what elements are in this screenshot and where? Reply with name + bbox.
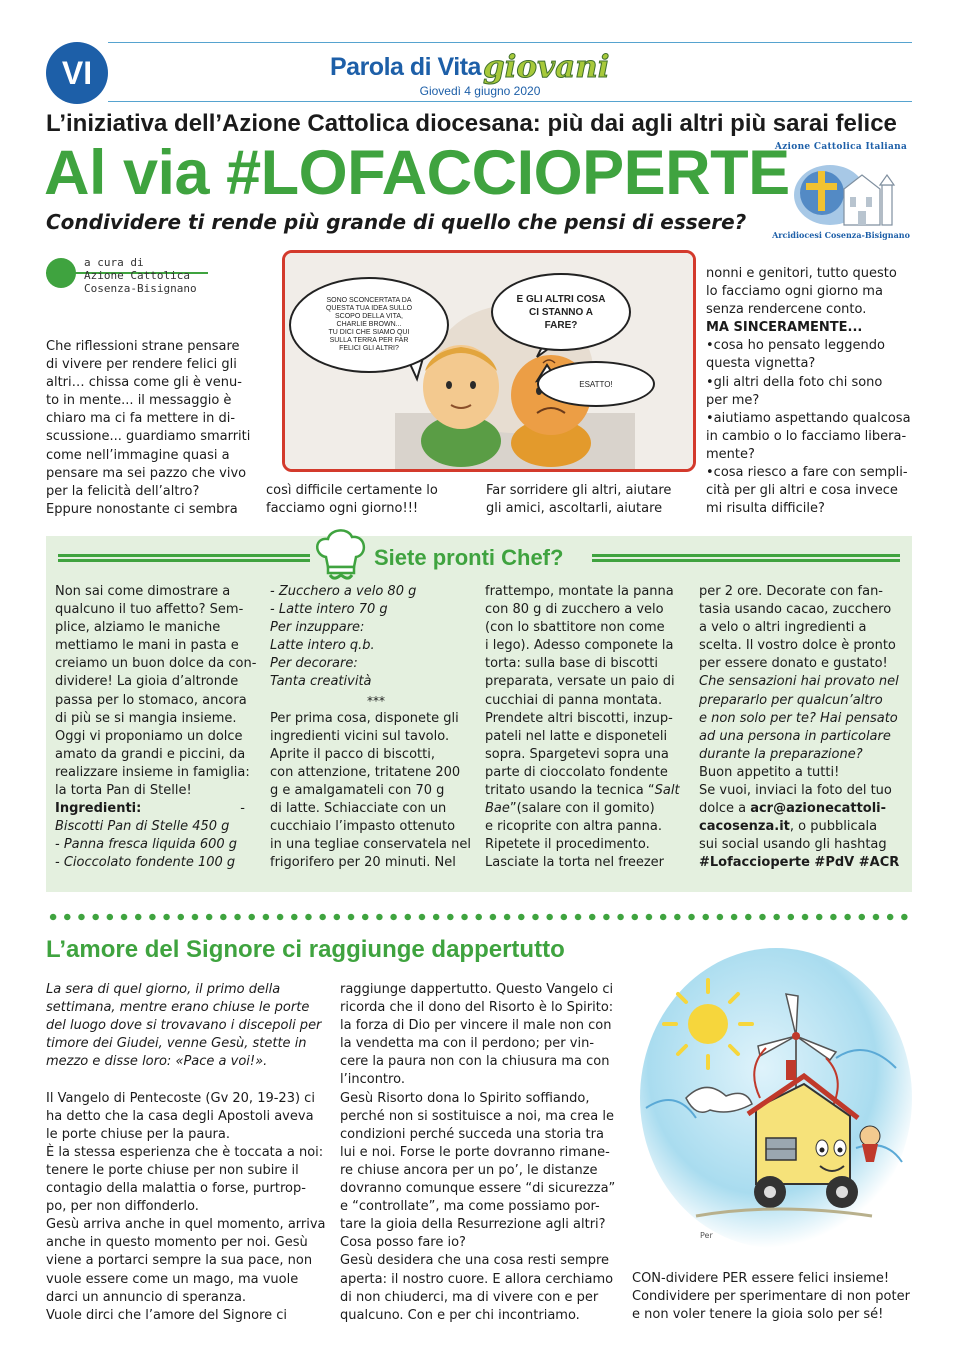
text-line: di latte. Schiacciate con un — [270, 801, 447, 817]
text-line: parte di cioccolato fondente — [485, 764, 668, 780]
text-fragment: , o pubblicala — [789, 819, 878, 835]
article-headline: Al via #LOFACCIOPERTE — [44, 138, 790, 208]
ingredients-dash: - — [240, 801, 245, 817]
quote-line: mezzo e disse loro: «Pace a voi!». — [46, 1054, 268, 1070]
text-line: passa per lo stomaco, ancora — [55, 692, 247, 708]
masthead — [330, 46, 660, 85]
text-line: per la felicità dell’altro? — [46, 483, 200, 499]
chef-column-3 — [485, 583, 697, 873]
text-line: la forza di Dio per vincere il male non con — [340, 1018, 612, 1034]
text-line: realizzare insieme in famiglia: — [55, 764, 250, 780]
azione-cattolica-logo — [772, 142, 910, 242]
logo-bottom-text: Arcidiocesi Cosenza-Bisignano — [772, 230, 910, 240]
text-line: come nell’immagine quasi a — [46, 447, 230, 463]
article-subhead: Condividere ti rende più grande di quello che pensi di essere? — [46, 210, 747, 234]
text-line: Non sai come dimostrare a — [55, 584, 231, 599]
text-line-italic: ad una persona in particolare — [699, 728, 891, 744]
list-item: •cosa riesco a fare con sempli- — [706, 465, 908, 481]
text-line: sui social usando gli hashtag — [699, 837, 887, 853]
text-line: lo facciamo ogni giorno ma — [706, 284, 883, 300]
chef-hat-icon — [312, 527, 370, 581]
byline — [84, 256, 197, 295]
bubble-line: CHARLIE BROWN... — [336, 321, 402, 328]
quote-line: del luogo dove si trovavano i discepoli per — [46, 1018, 322, 1034]
comic-strip — [282, 250, 696, 472]
chef-title: Siete pronti Chef? — [374, 545, 564, 570]
text-line: amato da grandi e piccini, da — [55, 746, 246, 762]
text-line: g e amalgamateli con 70 g — [270, 783, 445, 799]
text-line: re chiuse ancora per un po’, le distanze — [340, 1162, 598, 1178]
chef-title-rule-right — [592, 554, 900, 562]
text-line: Oggi vi proponiamo un dolce — [55, 728, 243, 744]
list-item: questa vignetta? — [706, 356, 816, 372]
list-item: •gli altri della foto chi sono — [706, 374, 883, 390]
text-line: in una tegliae conservatela nel — [270, 837, 471, 853]
article2-title: L’amore del Signore ci raggiunge dappertutto — [46, 936, 565, 963]
text-line — [699, 800, 911, 818]
list-item: cità per gli altri e cosa invece — [706, 483, 898, 499]
text-line: po, per non diffonderlo. — [46, 1199, 199, 1215]
illustration-caption — [632, 1270, 922, 1324]
text-line: contagio della malattia o forse, purtrop- — [46, 1181, 306, 1197]
bubble-line: SULLA TERRA PER FAR — [329, 337, 409, 344]
ingredients-label: Ingredienti: — [55, 801, 142, 817]
text-line: È la stessa esperienza che è toccata a noi: — [46, 1144, 324, 1160]
logo-emblem-icon — [782, 155, 902, 229]
text-line: con attenzione, tritatene 200 — [270, 764, 461, 780]
text-line: la torta Pan di Stelle! — [55, 783, 192, 799]
paragraph-gap — [46, 1071, 336, 1089]
bubble-line: ESATTO! — [579, 379, 613, 389]
email-link[interactable]: acr@azionecattoli- — [750, 801, 887, 817]
article1-column-4 — [706, 265, 916, 518]
bubble-line: SCOPO DELLA VITA, — [335, 313, 403, 320]
ingredient-item: - Latte intero 70 g — [270, 602, 388, 618]
caption-line: CON-dividere PER essere felici insieme! — [632, 1271, 890, 1286]
chef-title-rule-left — [58, 554, 310, 562]
comic-bubble-question — [289, 277, 449, 373]
illustration-signature: Per — [700, 1231, 713, 1240]
list-item: per me? — [706, 392, 760, 408]
text-line — [485, 800, 697, 818]
text-line-italic: e non solo per te? Hai pensato — [699, 710, 898, 726]
text-fragment: ”(salare con il gomito) — [509, 801, 655, 817]
hashtags: #Lofaccioperte #PdV #ACR — [699, 855, 900, 871]
text-line: tenere le porte chiuse per non subire il — [46, 1162, 299, 1178]
ingredient-item: Per decorare: — [270, 656, 358, 672]
text-line: chiaro ma ci fa mettere in di- — [46, 411, 236, 427]
text-line: Cosa posso fare io? — [340, 1235, 466, 1251]
text-line: per 2 ore. Decorate con fan- — [699, 584, 883, 599]
text-line: Gesù arriva anche in quel momento, arriva — [46, 1217, 326, 1233]
text-line-italic: Che sensazioni hai provato nel — [699, 674, 899, 690]
text-line: così difficile certamente lo — [266, 483, 438, 498]
header-rule-top — [108, 42, 912, 43]
email-link-continued[interactable]: cacosenza.it — [699, 819, 790, 835]
quote-line: settimana, mentre erano chiuse le porte — [46, 1000, 310, 1016]
text-line: scelta. Il vostro dolce è pronto — [699, 638, 896, 654]
text-line: perché non si sostituisce a noi, ma crea le — [340, 1108, 614, 1124]
quote-line: La sera di quel giorno, il primo della — [46, 982, 281, 997]
text-line: Aprite il pacco di biscotti, — [270, 746, 435, 762]
text-line: qualcuno il tuo affetto? Sem- — [55, 602, 244, 618]
text-line — [699, 818, 911, 836]
text-line: di più se si mangia insieme. — [55, 710, 237, 726]
text-line: creiamo un buon dolce da con- — [55, 656, 257, 672]
text-line: aperta: il nostro cuore. E allora cerchiamo — [340, 1271, 614, 1287]
text-fragment: dolce a — [699, 801, 751, 817]
text-line: anche in questo momento per noi. Gesù — [46, 1235, 308, 1251]
text-line: ingredienti vicini sul tavolo. — [270, 728, 450, 744]
article1-column-1 — [46, 338, 266, 519]
text-line: Il Vangelo di Pentecoste (Gv 20, 19-23) ci — [46, 1090, 315, 1106]
text-line: cere la paura non con la chiusura ma con — [340, 1054, 610, 1070]
text-line: a velo o altri ingredienti a — [699, 620, 867, 636]
ingredients-heading — [55, 800, 267, 818]
header-rule-bottom — [108, 101, 912, 102]
text-line-italic: durante la preparazione? — [699, 746, 863, 762]
text-line: preparata, versate un paio di — [485, 674, 675, 690]
bubble-line: TU DICI CHE SIAMO QUI — [328, 329, 410, 336]
text-line: darci un annuncio di speranza. — [46, 1289, 247, 1305]
list-item: mente? — [706, 446, 755, 462]
issue-date: Giovedì 4 giugno 2020 — [419, 84, 541, 98]
caption-line: e non voler tenere la gioia solo per sé! — [632, 1307, 884, 1323]
ingredient-item: Biscotti Pan di Stelle 450 g — [55, 819, 230, 835]
text-line: (con lo sbattitore non come — [485, 620, 665, 636]
ingredient-item: - Zucchero a velo 80 g — [270, 584, 417, 599]
text-line: mettiamo le mani in pasta e — [55, 638, 239, 654]
ingredient-item: Latte intero q.b. — [270, 638, 375, 654]
text-line: Che riflessioni strane pensare — [46, 339, 240, 354]
text-line: senza rendercene conto. — [706, 302, 867, 318]
text-line: plice, alziamo le maniche — [55, 620, 221, 636]
section-stars: *** — [367, 693, 385, 708]
text-line: i lego). Adesso componete la — [485, 638, 674, 654]
text-line: Lasciate la torta nel freezer — [485, 855, 665, 871]
text-line-italic: prepararlo per qualcun’altro — [699, 692, 883, 708]
text-line: Gesù desidera che una cosa resti sempre — [340, 1253, 610, 1269]
text-line: Per prima cosa, disponete gli — [270, 710, 459, 726]
text-line: pensare ma sei pazzo che vivo — [46, 465, 247, 481]
text-line: dividere! La gioia d’altronde — [55, 674, 239, 690]
chef-column-4 — [699, 583, 911, 873]
bubble-line: FELICI GLI ALTRI? — [339, 345, 399, 352]
windmill-house-illustration — [636, 948, 916, 1262]
text-line: cucchiaio l’impasto ottenuto — [270, 819, 456, 835]
list-item: •cosa ho pensato leggendo — [706, 338, 885, 354]
text-line: di non chiuderci, ma di vivere con e per — [340, 1289, 599, 1305]
text-line: tasia usando cacao, zucchero — [699, 602, 892, 618]
text-line: la vendetta ma con il perdono; per vin- — [340, 1036, 595, 1052]
text-line: qualcuno. Con e per chi incontriamo. — [340, 1307, 580, 1323]
text-line: ha detto che la casa degli Apostoli aveva — [46, 1108, 314, 1124]
text-line: cucchiai di panna montata. — [485, 692, 663, 708]
masthead-accent: giovani — [482, 49, 610, 85]
article1-column-3 — [486, 482, 706, 518]
text-line: l’incontro. — [340, 1072, 405, 1088]
text-line: Ripetete il procedimento. — [485, 837, 650, 853]
chef-column-1 — [55, 583, 267, 873]
text-line: vuole essere come un mago, ma vuole — [46, 1271, 299, 1287]
text-line: Prendete altri biscotti, inzup- — [485, 710, 673, 726]
text-line: pateli nel latte e disponeteli — [485, 728, 668, 744]
text-line: e “controllate”, ma come possiamo por- — [340, 1199, 600, 1215]
bubble-line: E GLI ALTRI COSA — [516, 293, 606, 305]
caption-line: Condividere per sperimentare di non poter — [632, 1289, 910, 1305]
text-line: raggiunge dappertutto. Questo Vangelo ci — [340, 982, 614, 997]
comic-bubble-esatto — [537, 361, 655, 407]
text-line: di vivere per rendere felici gli — [46, 357, 237, 373]
bubble-line: FARE? — [544, 319, 578, 331]
text-line — [485, 782, 697, 800]
text-fragment-italic: Salt — [654, 783, 680, 799]
text-line: viene a portarci sempre la sua pace, non — [46, 1253, 313, 1269]
text-line: Vuole dirci che l’amore del Signore ci — [46, 1307, 288, 1323]
article2-column-2 — [340, 981, 630, 1325]
text-line: per essere donato e gustato! — [699, 656, 888, 672]
page-number: VI — [61, 54, 93, 91]
ingredient-item: - Cioccolato fondente 100 g — [55, 855, 236, 871]
article1-column-2 — [266, 482, 486, 518]
text-line: dovranno comunque essere “di sicurezza” — [340, 1181, 616, 1197]
dotted-separator — [46, 912, 912, 922]
ingredient-item: Tanta creatività — [270, 674, 372, 690]
text-line: torta: sulla base di biscotti — [485, 656, 658, 672]
ingredient-item: - Panna fresca liquida 600 g — [55, 837, 238, 853]
text-line: con 80 g di zucchero a velo — [485, 602, 664, 618]
logo-top-text: Azione Cattolica Italiana — [774, 142, 908, 152]
bubble-line: CI STANNO A — [529, 306, 593, 318]
quote-line: timore dei Giudei, venne Gesù, stette in — [46, 1036, 307, 1052]
byline-dot — [46, 258, 76, 288]
text-fragment-italic: Bae — [485, 801, 510, 817]
text-line: condizioni perché succeda una storia tra — [340, 1126, 604, 1142]
text-line-bold: MA SINCERAMENTE... — [706, 320, 863, 336]
text-line: scussione... guardiamo smarriti — [46, 429, 251, 445]
byline-line-3: Cosenza-Bisignano — [84, 282, 197, 295]
text-line: frigorifero per 20 minuti. Nel — [270, 855, 456, 871]
text-line: Se vuoi, inviaci la foto del tuo — [699, 783, 892, 799]
text-line: Eppure nonostante ci sembra — [46, 501, 238, 517]
list-item: in cambio o lo facciamo libera- — [706, 428, 907, 444]
text-line: to in mente... il messaggio è — [46, 393, 232, 409]
bubble-line: QUESTA TUA IDEA SULLO — [325, 305, 413, 312]
text-line: ricorda che il dono del Risorto è lo Spirito: — [340, 1000, 614, 1016]
comic-bubble-others — [491, 273, 631, 351]
text-line: Far sorridere gli altri, aiutare — [486, 483, 672, 498]
text-line: le porte chiuse per la paura. — [46, 1126, 230, 1142]
text-line: facciamo ogni giorno!!! — [266, 501, 419, 517]
list-item: mi risulta difficile? — [706, 501, 825, 517]
bubble-line: SONO SCONCERTATA DA — [326, 297, 412, 304]
text-line: e ricoprite con altra panna. — [485, 819, 663, 835]
byline-line-2: Azione Cattolica — [84, 269, 190, 282]
chef-column-2 — [270, 583, 482, 873]
ingredient-item: Per inzuppare: — [270, 620, 365, 636]
text-line: altri… chissa come gli è venu- — [46, 375, 242, 391]
text-line: Buon appetito a tutti! — [699, 764, 840, 780]
masthead-title: Parola di Vita — [330, 53, 481, 81]
text-line: lui e noi. Forse le porte dovranno rimane- — [340, 1144, 610, 1160]
text-fragment: tritato usando la tecnica “ — [485, 783, 655, 799]
text-line: sopra. Spargetevi sopra una — [485, 746, 669, 762]
text-line: gli amici, ascoltarli, aiutare — [486, 501, 663, 517]
article-kicker: L’iniziativa dell’Azione Cattolica diocesana: più dai agli altri più sarai felice — [46, 110, 897, 137]
text-line: tare la gioia della Resurrezione agli altri? — [340, 1217, 606, 1233]
byline-line-1: a cura di — [84, 256, 144, 269]
text-line: frattempo, montate la panna — [485, 584, 674, 599]
text-line: Gesù Risorto dona lo Spirito soffiando, — [340, 1090, 590, 1106]
article2-column-1 — [46, 981, 336, 1325]
page-number-badge — [46, 42, 108, 104]
text-line: nonni e genitori, tutto questo — [706, 266, 897, 281]
list-item: •aiutiamo aspettando qualcosa — [706, 410, 911, 426]
